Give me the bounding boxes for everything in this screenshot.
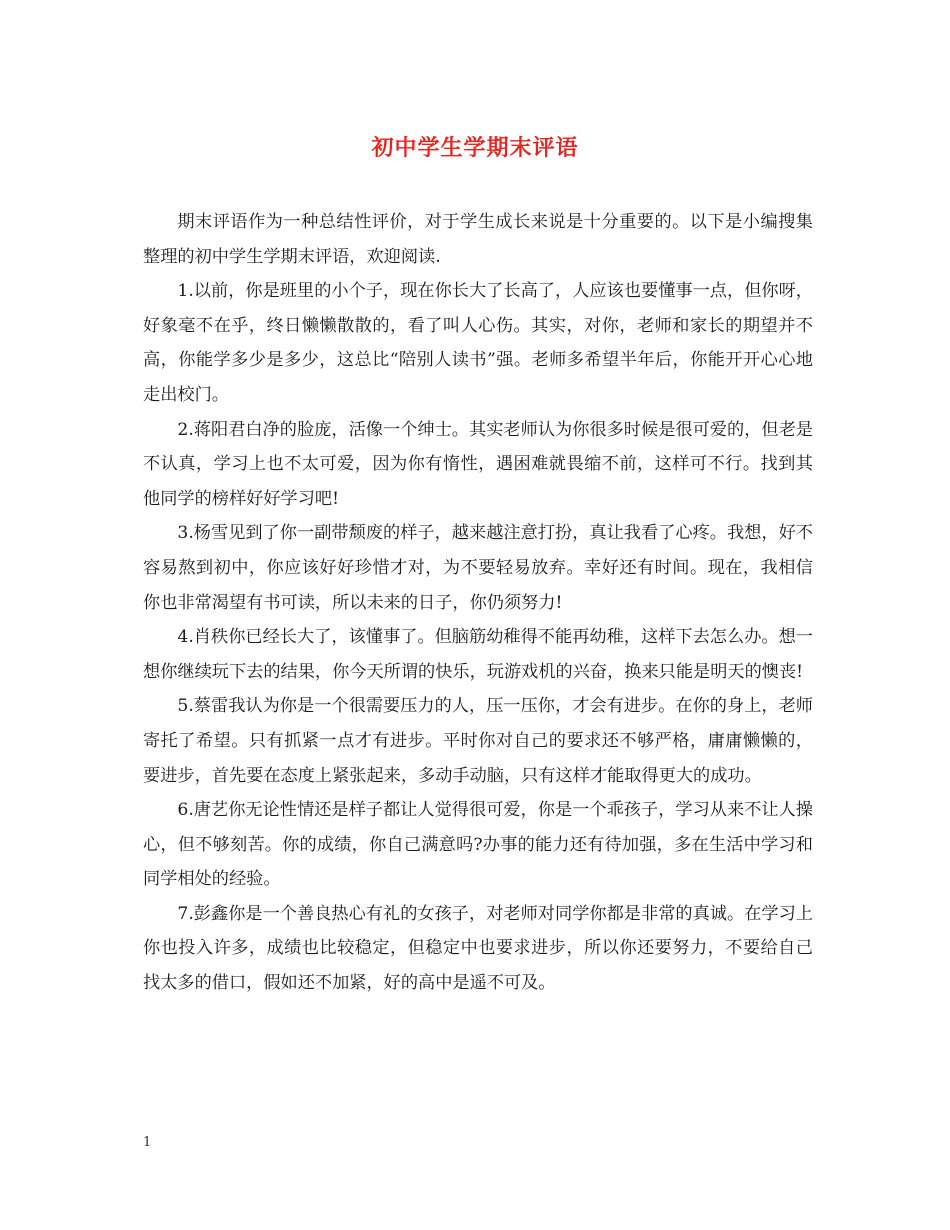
comment-paragraph-5: 5.蔡雷我认为你是一个很需要压力的人，压一压你，才会有进步。在你的身上，老师寄托了希望。只有抓紧一点才有进步。平时你对自己的要求还不够严格，庸庸懒懒的，要进步，首先要在态度上紧张起来，多动手动脑，只有这样才能取得更大的成功。 [143,696,813,786]
comment-paragraph-6: 6.唐艺你无论性情还是样子都让人觉得很可爱，你是一个乖孩子，学习从来不让人操心，但不够刻苦。你的成绩，你自己满意吗?办事的能力还有待加强，多在生活中学习和同学相处的经验。 [143,800,813,890]
document-body [143,205,813,1001]
comment-paragraph-3: 3.杨雪见到了你一副带颓废的样子，越来越注意打扮，真让我看了心疼。我想，好不容易熬到初中，你应该好好珍惜才对，为不要轻易放弃。幸好还有时间。现在，我相信你也非常渴望有书可读，所以未来的日子，你仍须努力! [143,523,813,613]
comment-paragraph-4: 4.肖秩你已经长大了，该懂事了。但脑筋幼稚得不能再幼稚，这样下去怎么办。想一想你继续玩下去的结果，你今天所谓的快乐，玩游戏机的兴奋，换来只能是明天的懊丧! [143,627,813,682]
comment-paragraph-1: 1.以前，你是班里的小个子，现在你长大了长高了，人应该也要懂事一点，但你呀，好象毫不在乎，终日懒懒散散的，看了叫人心伤。其实，对你，老师和家长的期望并不高，你能学多少是多少，这总比“陪别人读书”强。老师多希望半年后，你能开开心心地走出校门。 [143,281,813,405]
intro-paragraph: 期末评语作为一种总结性评价，对于学生成长来说是十分重要的。以下是小编搜集整理的初中学生学期末评语，欢迎阅读. [143,212,813,267]
document-title: 初中学生学期末评语 [371,135,579,161]
comment-paragraph-2: 2.蒋阳君白净的脸庞，活像一个绅士。其实老师认为你很多时候是很可爱的，但老是不认真，学习上也不太可爱，因为你有惰性，遇困难就畏缩不前，这样可不行。找到其他同学的榜样好好学习吧! [143,419,813,509]
page-number: 1 [143,1135,152,1150]
comment-paragraph-7: 7.彭鑫你是一个善良热心有礼的女孩子，对老师对同学你都是非常的真诚。在学习上你也投入许多，成绩也比较稳定，但稳定中也要求进步，所以你还要努力，不要给自己找太多的借口，假如还不加紧，好的高中是遥不可及。 [143,903,813,994]
